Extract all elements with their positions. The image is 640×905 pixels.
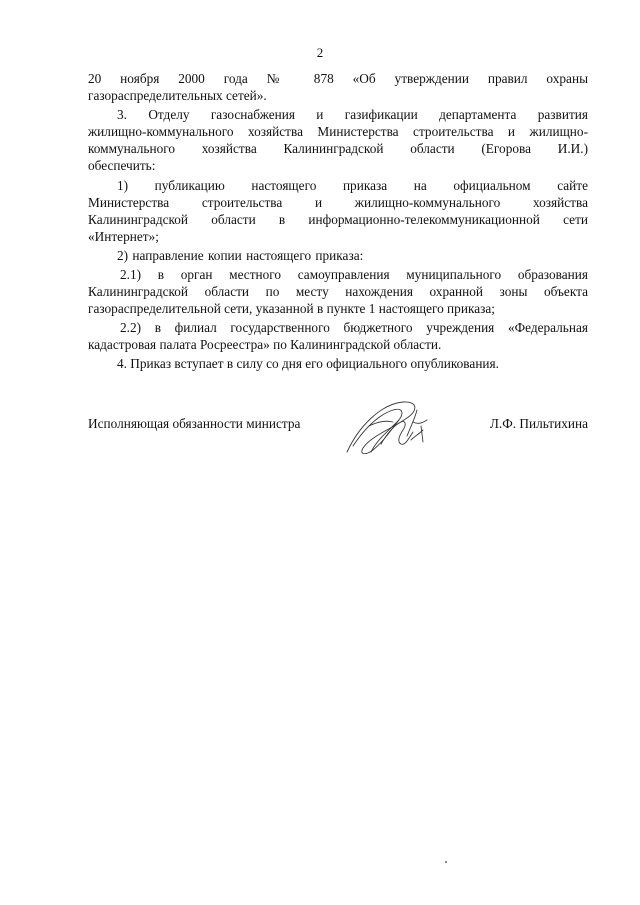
page-number: 2 bbox=[316, 45, 324, 60]
text-line: Министерства строительства и жилищно-коммунального хозяйства bbox=[88, 195, 588, 210]
signatory-title: Исполняющая обязанности министра bbox=[88, 416, 301, 431]
signature-block bbox=[88, 414, 588, 474]
text-line: обеспечить: bbox=[88, 158, 156, 173]
text-line: газораспределительных сетей». bbox=[88, 88, 267, 103]
text-line: Калининградской области по месту нахождения охранной зоны объекта bbox=[88, 284, 588, 299]
text-line: газораспределительной сети, указанной в пункте 1 настоящего приказа; bbox=[88, 301, 495, 316]
text-line: кадастровая палата Росреестра» по Калининградской области. bbox=[88, 337, 442, 352]
text-line: 20 ноября 2000 года № 878 «Об утверждении правил охраны bbox=[88, 71, 588, 86]
handwritten-signature bbox=[341, 396, 431, 458]
item-2-2-line: 2.2) в филиал государственного бюджетного учреждения «Федеральная bbox=[120, 320, 588, 335]
text-line: «Интернет»; bbox=[88, 229, 159, 244]
text-line: жилищно-коммунального хозяйства Министерства строительства и жилищно- bbox=[88, 124, 588, 139]
text-line: коммунального хозяйства Калининградской области (Егорова И.И.) bbox=[88, 141, 588, 156]
scan-speck bbox=[445, 861, 447, 863]
text-line: Калининградской области в информационно-телекоммуникационной сети bbox=[88, 212, 588, 227]
item-1-line: 1) публикацию настоящего приказа на официальном сайте bbox=[117, 178, 588, 193]
paragraph-3-line: 3. Отделу газоснабжения и газификации департамента развития bbox=[117, 107, 588, 122]
item-2-1-line: 2.1) в орган местного самоуправления муниципального образования bbox=[120, 267, 588, 282]
paragraph-4-line: 4. Приказ вступает в силу со дня его официального опубликования. bbox=[117, 356, 499, 371]
signatory-name: Л.Ф. Пильтихина bbox=[489, 416, 588, 431]
item-2-line: 2) направление копии настоящего приказа: bbox=[117, 248, 364, 263]
